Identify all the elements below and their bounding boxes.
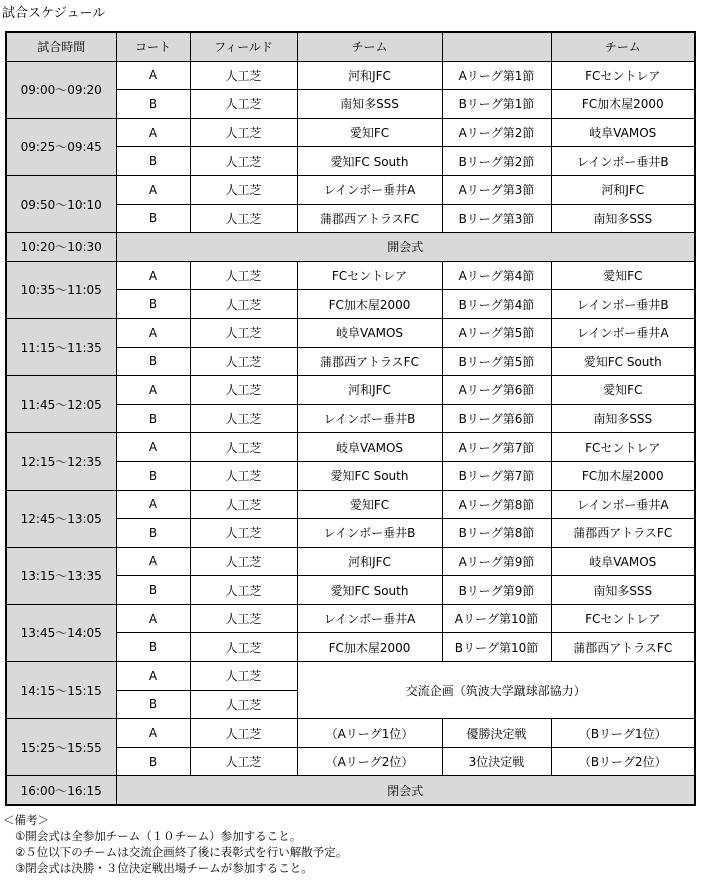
court-cell: B (116, 519, 190, 548)
note-item: ③閉会式は決勝・３位決定戦出場チームが参加すること。 (15, 861, 313, 875)
field-cell: 人工芝 (190, 690, 297, 719)
match-cell: 優勝決定戦 (442, 719, 551, 748)
match-cell: Aリーグ第4節 (442, 261, 551, 290)
team2-cell: 愛知FC (551, 376, 695, 405)
header-match (442, 32, 551, 61)
field-cell: 人工芝 (190, 175, 297, 204)
court-cell: B (116, 576, 190, 605)
time-cell: 12:15～12:35 (6, 433, 116, 490)
match-cell: Bリーグ第5節 (442, 347, 551, 376)
notes (3, 812, 347, 876)
team2-cell: 南知多SSS (551, 404, 695, 433)
match-row (6, 719, 695, 748)
team2-cell: レインボー垂井B (551, 290, 695, 319)
field-cell: 人工芝 (190, 404, 297, 433)
team1-cell: 蒲郡西アトラスFC (297, 347, 442, 376)
field-cell: 人工芝 (190, 204, 297, 233)
time-cell: 10:20～10:30 (6, 233, 116, 262)
match-cell: Bリーグ第4節 (442, 290, 551, 319)
field-cell: 人工芝 (190, 662, 297, 691)
court-cell: B (116, 90, 190, 119)
time-cell: 09:50～10:10 (6, 175, 116, 232)
match-row (6, 604, 695, 633)
team1-cell: 愛知FC South (297, 461, 442, 490)
field-cell: 人工芝 (190, 576, 297, 605)
team2-cell: 愛知FC South (551, 347, 695, 376)
event-row (6, 233, 695, 262)
match-row (6, 547, 695, 576)
field-cell: 人工芝 (190, 261, 297, 290)
team1-cell: 南知多SSS (297, 90, 442, 119)
team2-cell: （Bリーグ2位） (551, 747, 695, 776)
header-row (6, 32, 695, 61)
court-cell: A (116, 376, 190, 405)
team1-cell: レインボー垂井A (297, 175, 442, 204)
match-row (6, 318, 695, 347)
time-cell: 12:45～13:05 (6, 490, 116, 547)
field-cell: 人工芝 (190, 633, 297, 662)
match-row (6, 376, 695, 405)
court-cell: A (116, 490, 190, 519)
team1-cell: レインボー垂井B (297, 519, 442, 548)
team2-cell: レインボー垂井A (551, 318, 695, 347)
field-cell: 人工芝 (190, 461, 297, 490)
time-cell: 14:15～15:15 (6, 662, 116, 719)
team1-cell: レインボー垂井A (297, 604, 442, 633)
special-event-cell: 交流企画（筑波大学蹴球部協力） (297, 662, 695, 719)
field-cell: 人工芝 (190, 347, 297, 376)
match-cell: Aリーグ第8節 (442, 490, 551, 519)
field-cell: 人工芝 (190, 318, 297, 347)
team2-cell: FCセントレア (551, 433, 695, 462)
court-cell: A (116, 118, 190, 147)
match-cell: 3位決定戦 (442, 747, 551, 776)
team2-cell: FCセントレア (551, 604, 695, 633)
match-row (6, 433, 695, 462)
court-cell: B (116, 690, 190, 719)
match-cell: Bリーグ第6節 (442, 404, 551, 433)
team2-cell: FCセントレア (551, 61, 695, 90)
team2-cell: 蒲郡西アトラスFC (551, 519, 695, 548)
team1-cell: （Aリーグ1位） (297, 719, 442, 748)
court-cell: A (116, 175, 190, 204)
header-field: フィールド (190, 32, 297, 61)
court-cell: A (116, 547, 190, 576)
header-time: 試合時間 (6, 32, 116, 61)
team2-cell: 南知多SSS (551, 204, 695, 233)
team2-cell: 蒲郡西アトラスFC (551, 633, 695, 662)
team1-cell: 河和JFC (297, 61, 442, 90)
match-cell: Aリーグ第7節 (442, 433, 551, 462)
notes-heading: ＜備考＞ (3, 813, 49, 827)
time-cell: 16:00～16:15 (6, 776, 116, 805)
field-cell: 人工芝 (190, 519, 297, 548)
note-item: ①開会式は全参加チーム（１０チーム）参加すること。 (15, 829, 302, 843)
court-cell: A (116, 61, 190, 90)
court-cell: B (116, 404, 190, 433)
match-cell: Bリーグ第9節 (442, 576, 551, 605)
court-cell: A (116, 719, 190, 748)
court-cell: B (116, 633, 190, 662)
header-team1: チーム (297, 32, 442, 61)
team2-cell: レインボー垂井B (551, 147, 695, 176)
team1-cell: FC加木屋2000 (297, 290, 442, 319)
match-row (6, 118, 695, 147)
schedule-table (5, 31, 696, 806)
time-cell: 13:15～13:35 (6, 547, 116, 604)
note-item: ②５位以下のチームは交流企画終了後に表彰式を行い解散予定。 (15, 845, 348, 859)
team2-cell: FC加木屋2000 (551, 90, 695, 119)
field-cell: 人工芝 (190, 290, 297, 319)
team2-cell: 岐阜VAMOS (551, 118, 695, 147)
time-cell: 10:35～11:05 (6, 261, 116, 318)
court-cell: A (116, 261, 190, 290)
team1-cell: 愛知FC South (297, 147, 442, 176)
team1-cell: 岐阜VAMOS (297, 318, 442, 347)
field-cell: 人工芝 (190, 61, 297, 90)
time-cell: 09:25～09:45 (6, 118, 116, 175)
match-cell: Aリーグ第10節 (442, 604, 551, 633)
match-cell: Aリーグ第5節 (442, 318, 551, 347)
match-row (6, 490, 695, 519)
court-cell: B (116, 461, 190, 490)
court-cell: A (116, 318, 190, 347)
match-row (6, 61, 695, 90)
team2-cell: （Bリーグ1位） (551, 719, 695, 748)
team1-cell: 岐阜VAMOS (297, 433, 442, 462)
match-cell: Aリーグ第2節 (442, 118, 551, 147)
event-cell: 閉会式 (116, 776, 695, 805)
match-cell: Bリーグ第1節 (442, 90, 551, 119)
match-row (6, 261, 695, 290)
team2-cell: FC加木屋2000 (551, 461, 695, 490)
court-cell: A (116, 433, 190, 462)
time-cell: 15:25～15:55 (6, 719, 116, 776)
team1-cell: FCセントレア (297, 261, 442, 290)
match-cell: Bリーグ第7節 (442, 461, 551, 490)
field-cell: 人工芝 (190, 547, 297, 576)
court-cell: A (116, 604, 190, 633)
match-cell: Bリーグ第3節 (442, 204, 551, 233)
field-cell: 人工芝 (190, 490, 297, 519)
match-cell: Aリーグ第6節 (442, 376, 551, 405)
team1-cell: 愛知FC South (297, 576, 442, 605)
team1-cell: 愛知FC (297, 490, 442, 519)
field-cell: 人工芝 (190, 147, 297, 176)
team1-cell: 蒲郡西アトラスFC (297, 204, 442, 233)
team1-cell: FC加木屋2000 (297, 633, 442, 662)
time-cell: 11:45～12:05 (6, 376, 116, 433)
header-team2: チーム (551, 32, 695, 61)
team1-cell: 河和JFC (297, 376, 442, 405)
match-cell: Aリーグ第3節 (442, 175, 551, 204)
team2-cell: 河和JFC (551, 175, 695, 204)
team2-cell: 南知多SSS (551, 576, 695, 605)
team2-cell: 愛知FC (551, 261, 695, 290)
field-cell: 人工芝 (190, 719, 297, 748)
event-row (6, 776, 695, 805)
field-cell: 人工芝 (190, 747, 297, 776)
match-row (6, 175, 695, 204)
match-row (6, 662, 695, 691)
header-court: コート (116, 32, 190, 61)
match-cell: Bリーグ第8節 (442, 519, 551, 548)
time-cell: 13:45～14:05 (6, 604, 116, 661)
court-cell: B (116, 747, 190, 776)
match-cell: Bリーグ第2節 (442, 147, 551, 176)
match-cell: Bリーグ第10節 (442, 633, 551, 662)
team1-cell: 愛知FC (297, 118, 442, 147)
team1-cell: レインボー垂井B (297, 404, 442, 433)
court-cell: A (116, 662, 190, 691)
field-cell: 人工芝 (190, 118, 297, 147)
time-cell: 11:15～11:35 (6, 318, 116, 375)
team2-cell: レインボー垂井A (551, 490, 695, 519)
field-cell: 人工芝 (190, 90, 297, 119)
page-title: 試合スケジュール (2, 6, 106, 21)
team1-cell: 河和JFC (297, 547, 442, 576)
field-cell: 人工芝 (190, 376, 297, 405)
court-cell: B (116, 204, 190, 233)
court-cell: B (116, 290, 190, 319)
event-cell: 開会式 (116, 233, 695, 262)
field-cell: 人工芝 (190, 433, 297, 462)
team2-cell: 岐阜VAMOS (551, 547, 695, 576)
court-cell: B (116, 147, 190, 176)
field-cell: 人工芝 (190, 604, 297, 633)
match-cell: Aリーグ第9節 (442, 547, 551, 576)
time-cell: 09:00～09:20 (6, 61, 116, 118)
team1-cell: （Aリーグ2位） (297, 747, 442, 776)
court-cell: B (116, 347, 190, 376)
match-cell: Aリーグ第1節 (442, 61, 551, 90)
